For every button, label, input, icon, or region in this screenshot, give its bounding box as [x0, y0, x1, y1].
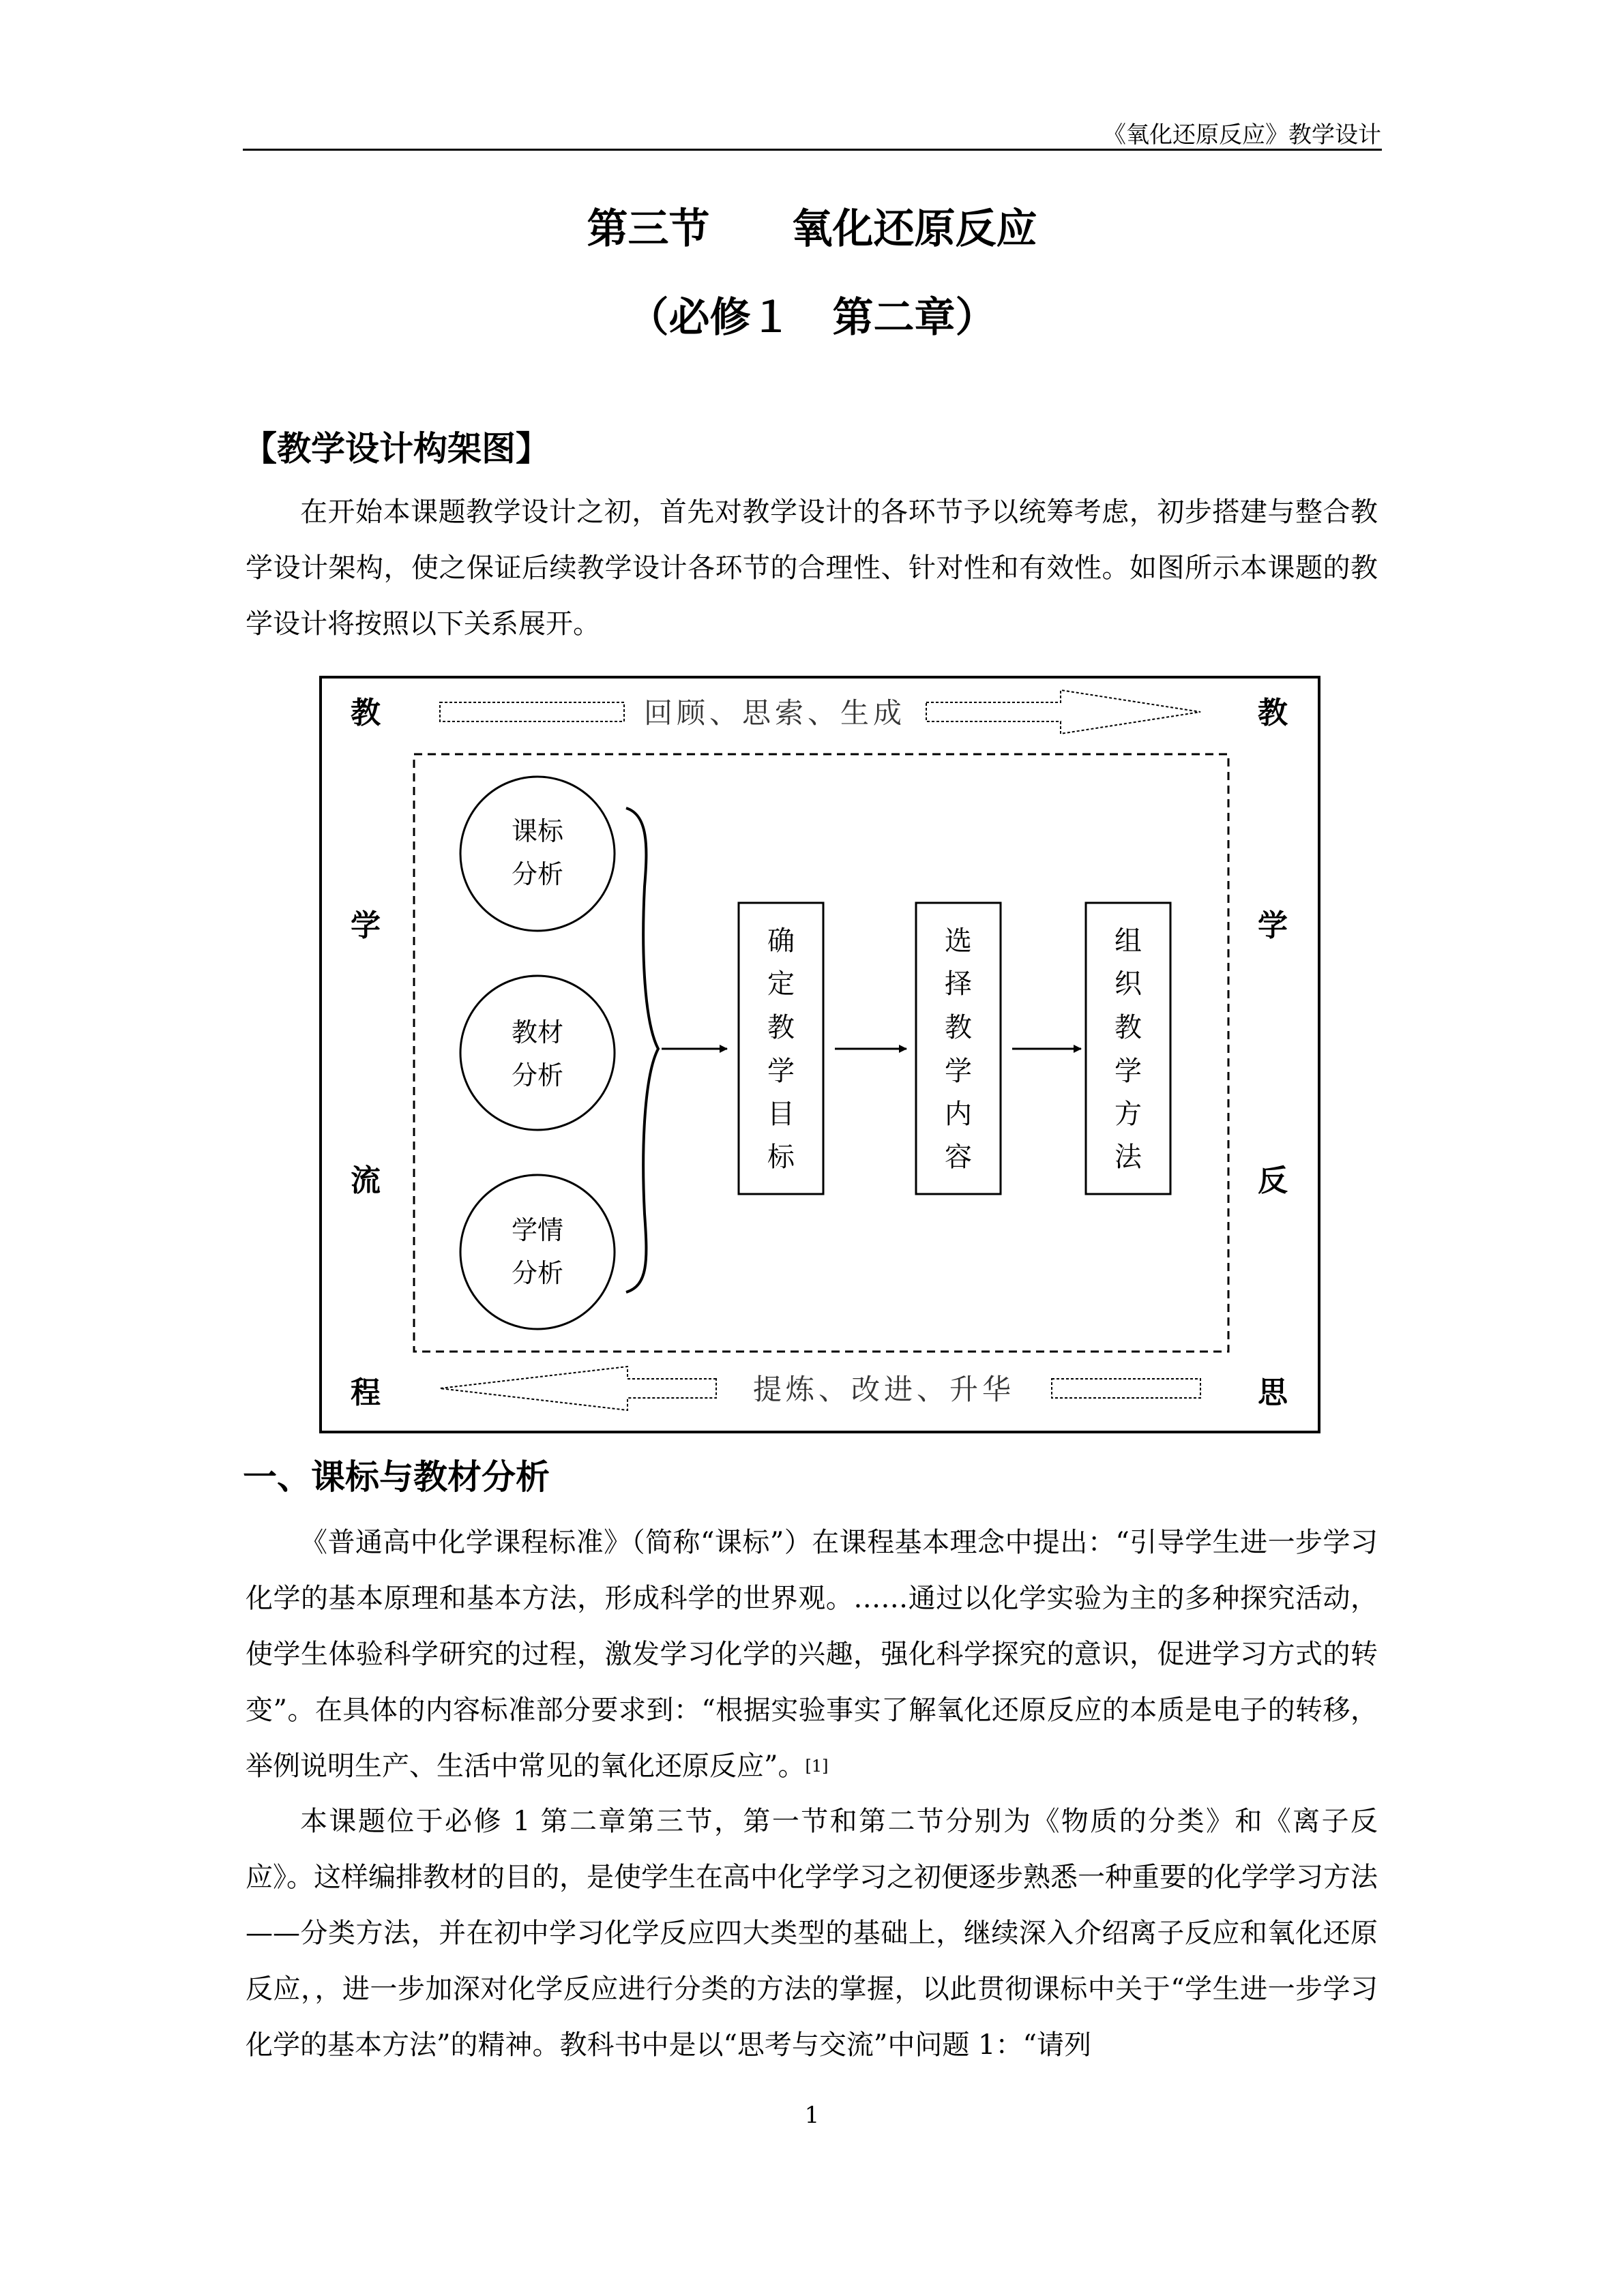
- box-2-char: 选: [945, 925, 972, 957]
- circle-3-line1: 学情: [511, 1215, 564, 1245]
- section-1-heading: 一、课标与教材分析: [243, 1457, 550, 1497]
- box-1-char: 确: [767, 925, 795, 957]
- framework-paragraph: 在开始本课题教学设计之初，首先对教学设计的各环节予以统筹考虑，初步搭建与整合教学设计架构，使之保证后续教学设计各环节的合理性、针对性和有效性。如图所示本课题的教学设计将按照以下关系展开。: [246, 496, 1378, 640]
- box-3-char: 学: [1114, 1056, 1142, 1087]
- box-1-char: 标: [767, 1142, 795, 1173]
- circle-learner-analysis: [460, 1175, 615, 1329]
- page-number: 1: [804, 2102, 820, 2129]
- page-title: 第三节 氧化还原反应: [587, 205, 1037, 253]
- circle-textbook-analysis: [460, 976, 615, 1130]
- box-1-char: 定: [767, 968, 795, 1000]
- box-2-char: 学: [945, 1056, 972, 1087]
- box-3-char: 组: [1114, 925, 1142, 957]
- right-char-1: 教: [1258, 696, 1288, 730]
- curly-brace: [626, 808, 658, 1292]
- box-1-char: 学: [767, 1056, 795, 1087]
- box-3-char: 方: [1114, 1099, 1142, 1130]
- left-char-3: 流: [351, 1163, 381, 1198]
- p1-text: 《普通高中化学课程标准》（简称“课标”）在课程基本理念中提出：“引导学生进一步学习化学的基本原理和基本方法，形成科学的世界观。……通过以化学实验为主的多种探究活动，使学生体验科学研究的过程，激发学习化学的兴趣，强化科学探究的意识，促进学习方式的转变”。在具体的内容标准部分要求到：“根据实验事实了解氧化还原反应的本质是电子的转移，举例说明生产、生活中常见的氧化还原反应”。: [246, 1527, 1378, 1782]
- circle-1-line1: 课标: [511, 816, 564, 846]
- circle-curriculum-analysis: [460, 777, 615, 931]
- box-2-char: 内: [945, 1099, 972, 1130]
- section-1-paragraph-2: 本课题位于必修 1 第二章第三节，第一节和第二节分别为《物质的分类》和《离子反应》。这样编排教材的目的，是使学生在高中化学学习之初便逐步熟悉一种重要的化学学习方法——分类方法，并在初中学习化学反应四大类型的基础上，继续深入介绍离子反应和氧化还原反应，，进一步加深对化学反应进行分类的方法的掌握，以此贯彻课标中关于“学生进一步学习化学的基本方法”的精神。教科书中是以“思考与交流”中问题 1：“请列: [246, 1806, 1378, 2061]
- box-2-char: 择: [945, 968, 972, 1000]
- reference-mark: [1]: [805, 1757, 829, 1776]
- box-2-char: 教: [945, 1012, 972, 1043]
- right-char-4: 思: [1258, 1375, 1288, 1410]
- circle-3-line2: 分析: [511, 1258, 564, 1288]
- box-1-char: 目: [767, 1099, 795, 1130]
- box-3-char: 织: [1114, 968, 1142, 1000]
- circle-1-line2: 分析: [511, 859, 564, 889]
- circle-2-line1: 教材: [511, 1017, 564, 1047]
- box-3-char: 法: [1114, 1142, 1142, 1173]
- left-char-1: 教: [351, 696, 381, 730]
- box-3-char: 教: [1114, 1012, 1142, 1043]
- right-char-3: 反: [1258, 1163, 1288, 1198]
- bottom-arrow-label: 提炼、改进、升华: [752, 1373, 1016, 1406]
- framework-heading: 【教学设计构架图】: [243, 429, 550, 468]
- left-char-4: 程: [351, 1375, 381, 1410]
- box-2-char: 容: [945, 1142, 972, 1173]
- left-char-2: 学: [351, 908, 381, 943]
- right-char-2: 学: [1258, 908, 1288, 943]
- section-1-paragraph-1: [246, 1515, 1378, 1794]
- box-1-char: 教: [767, 1012, 795, 1043]
- top-arrow-label: 回顾、思索、生成: [643, 696, 906, 730]
- diagram-outer-frame: [321, 677, 1319, 1432]
- running-header: 《氧化还原反应》教学设计: [1103, 121, 1381, 149]
- circle-2-line2: 分析: [511, 1060, 564, 1090]
- page-subtitle: （必修１ 第二章）: [628, 294, 996, 342]
